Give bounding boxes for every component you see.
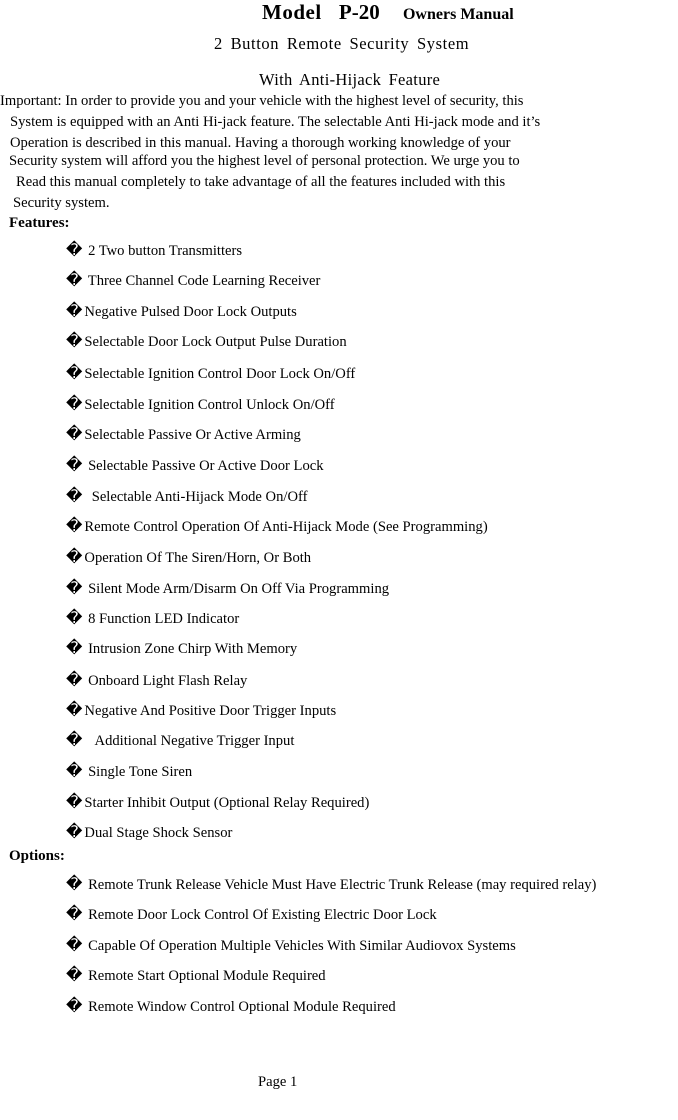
bullet-icon: � xyxy=(66,547,83,566)
feature-item-text: Additional Negative Trigger Input xyxy=(94,733,295,749)
feature-line: With Anti-Hijack Feature xyxy=(259,70,441,89)
feature-item xyxy=(66,363,355,383)
feature-item xyxy=(66,240,242,260)
feature-item xyxy=(66,516,488,536)
bullet-icon: � xyxy=(66,363,83,382)
feature-item-text: 8 Function LED Indicator xyxy=(88,611,240,627)
bullet-icon: � xyxy=(66,792,83,811)
bullet-icon: � xyxy=(66,394,83,413)
bullet-icon: � xyxy=(66,424,83,443)
bullet-icon: � xyxy=(66,516,83,535)
feature-item xyxy=(66,730,294,750)
bullet-icon: � xyxy=(66,301,83,320)
bullet-icon: � xyxy=(66,730,83,749)
subtitle: 2 Button Remote Security System xyxy=(214,34,470,53)
bullet-icon: � xyxy=(66,608,83,627)
model-number: P-20 xyxy=(338,0,380,24)
page-number: Page 1 xyxy=(258,1074,298,1090)
bullet-icon: � xyxy=(66,240,83,259)
option-item-text: Remote Trunk Release Vehicle Must Have Electric Trunk Release (may required relay) xyxy=(88,877,597,893)
feature-item-text: Selectable Passive Or Active Arming xyxy=(84,427,301,443)
option-item-text: Remote Door Lock Control Of Existing Electric Door Lock xyxy=(88,907,437,923)
bullet-icon: � xyxy=(66,935,83,954)
feature-item xyxy=(66,270,320,290)
bullet-icon: � xyxy=(66,700,83,719)
feature-item-text: Dual Stage Shock Sensor xyxy=(84,825,233,841)
feature-item xyxy=(66,578,389,598)
feature-item xyxy=(66,792,369,812)
option-item xyxy=(66,965,326,985)
option-item xyxy=(66,904,437,924)
feature-item-text: Silent Mode Arm/Disarm On Off Via Programming xyxy=(88,581,390,597)
option-item xyxy=(66,874,596,894)
intro-line: Read this manual completely to take advantage of all the features included with this xyxy=(16,174,506,190)
option-item xyxy=(66,996,396,1016)
features-heading: Features: xyxy=(9,215,70,231)
feature-item xyxy=(66,700,336,720)
feature-item-text: Single Tone Siren xyxy=(88,764,193,780)
feature-item-text: Selectable Door Lock Output Pulse Duration xyxy=(84,334,347,350)
feature-item-text: Starter Inhibit Output (Optional Relay Required) xyxy=(84,795,370,811)
bullet-icon: � xyxy=(66,455,83,474)
bullet-icon: � xyxy=(66,874,83,893)
feature-item xyxy=(66,486,307,506)
bullet-icon: � xyxy=(66,822,83,841)
feature-item xyxy=(66,331,347,351)
bullet-icon: � xyxy=(66,638,83,657)
bullet-icon: � xyxy=(66,904,83,923)
option-item-text: Capable Of Operation Multiple Vehicles With Similar Audiovox Systems xyxy=(88,938,516,954)
bullet-icon: � xyxy=(66,331,83,350)
feature-item-text: Negative Pulsed Door Lock Outputs xyxy=(84,304,297,320)
bullet-icon: � xyxy=(66,996,83,1015)
feature-item-text: Onboard Light Flash Relay xyxy=(88,673,248,689)
options-heading: Options: xyxy=(9,848,65,864)
model-label: Model xyxy=(262,0,322,24)
intro-line: System is equipped with an Anti Hi-jack feature. The selectable Anti Hi-jack mode and it’s xyxy=(10,114,541,130)
manual-title xyxy=(262,0,514,25)
feature-item xyxy=(66,670,247,690)
feature-item-text: Operation Of The Siren/Horn, Or Both xyxy=(84,550,312,566)
feature-item xyxy=(66,301,297,321)
feature-item xyxy=(66,424,301,444)
bullet-icon: � xyxy=(66,965,83,984)
feature-item-text: Selectable Ignition Control Door Lock On/Off xyxy=(84,366,356,382)
option-item-text: Remote Start Optional Module Required xyxy=(88,968,326,984)
feature-item xyxy=(66,822,232,842)
feature-item-text: Remote Control Operation Of Anti-Hijack Mode (See Programming) xyxy=(84,519,488,535)
intro-line: Operation is described in this manual. Having a thorough working knowledge of your xyxy=(10,135,511,151)
feature-item xyxy=(66,608,239,628)
feature-item xyxy=(66,394,335,414)
owners-manual-label: Owners Manual xyxy=(402,6,514,23)
feature-item xyxy=(66,547,311,567)
bullet-icon: � xyxy=(66,761,83,780)
bullet-icon: � xyxy=(66,486,83,505)
bullet-icon: � xyxy=(66,270,83,289)
bullet-icon: � xyxy=(66,578,83,597)
option-item xyxy=(66,935,516,955)
feature-item xyxy=(66,455,324,475)
feature-item xyxy=(66,761,192,781)
feature-item-text: Selectable Ignition Control Unlock On/Off xyxy=(84,397,335,413)
feature-item-text: Selectable Passive Or Active Door Lock xyxy=(88,458,324,474)
option-item-text: Remote Window Control Optional Module Required xyxy=(88,999,396,1015)
feature-item-text: Selectable Anti-Hijack Mode On/Off xyxy=(91,489,308,505)
feature-item-text: Intrusion Zone Chirp With Memory xyxy=(88,641,298,657)
bullet-icon: � xyxy=(66,670,83,689)
feature-item-text: Three Channel Code Learning Receiver xyxy=(87,273,321,289)
intro-line: Security system will afford you the highest level of personal protection. We urge you to xyxy=(9,153,520,169)
feature-item-text: 2 Two button Transmitters xyxy=(88,243,243,259)
feature-item-text: Negative And Positive Door Trigger Inputs xyxy=(84,703,337,719)
intro-line: Security system. xyxy=(13,195,110,211)
intro-line: Important: In order to provide you and your vehicle with the highest level of security, this xyxy=(0,93,524,109)
feature-item xyxy=(66,638,297,658)
